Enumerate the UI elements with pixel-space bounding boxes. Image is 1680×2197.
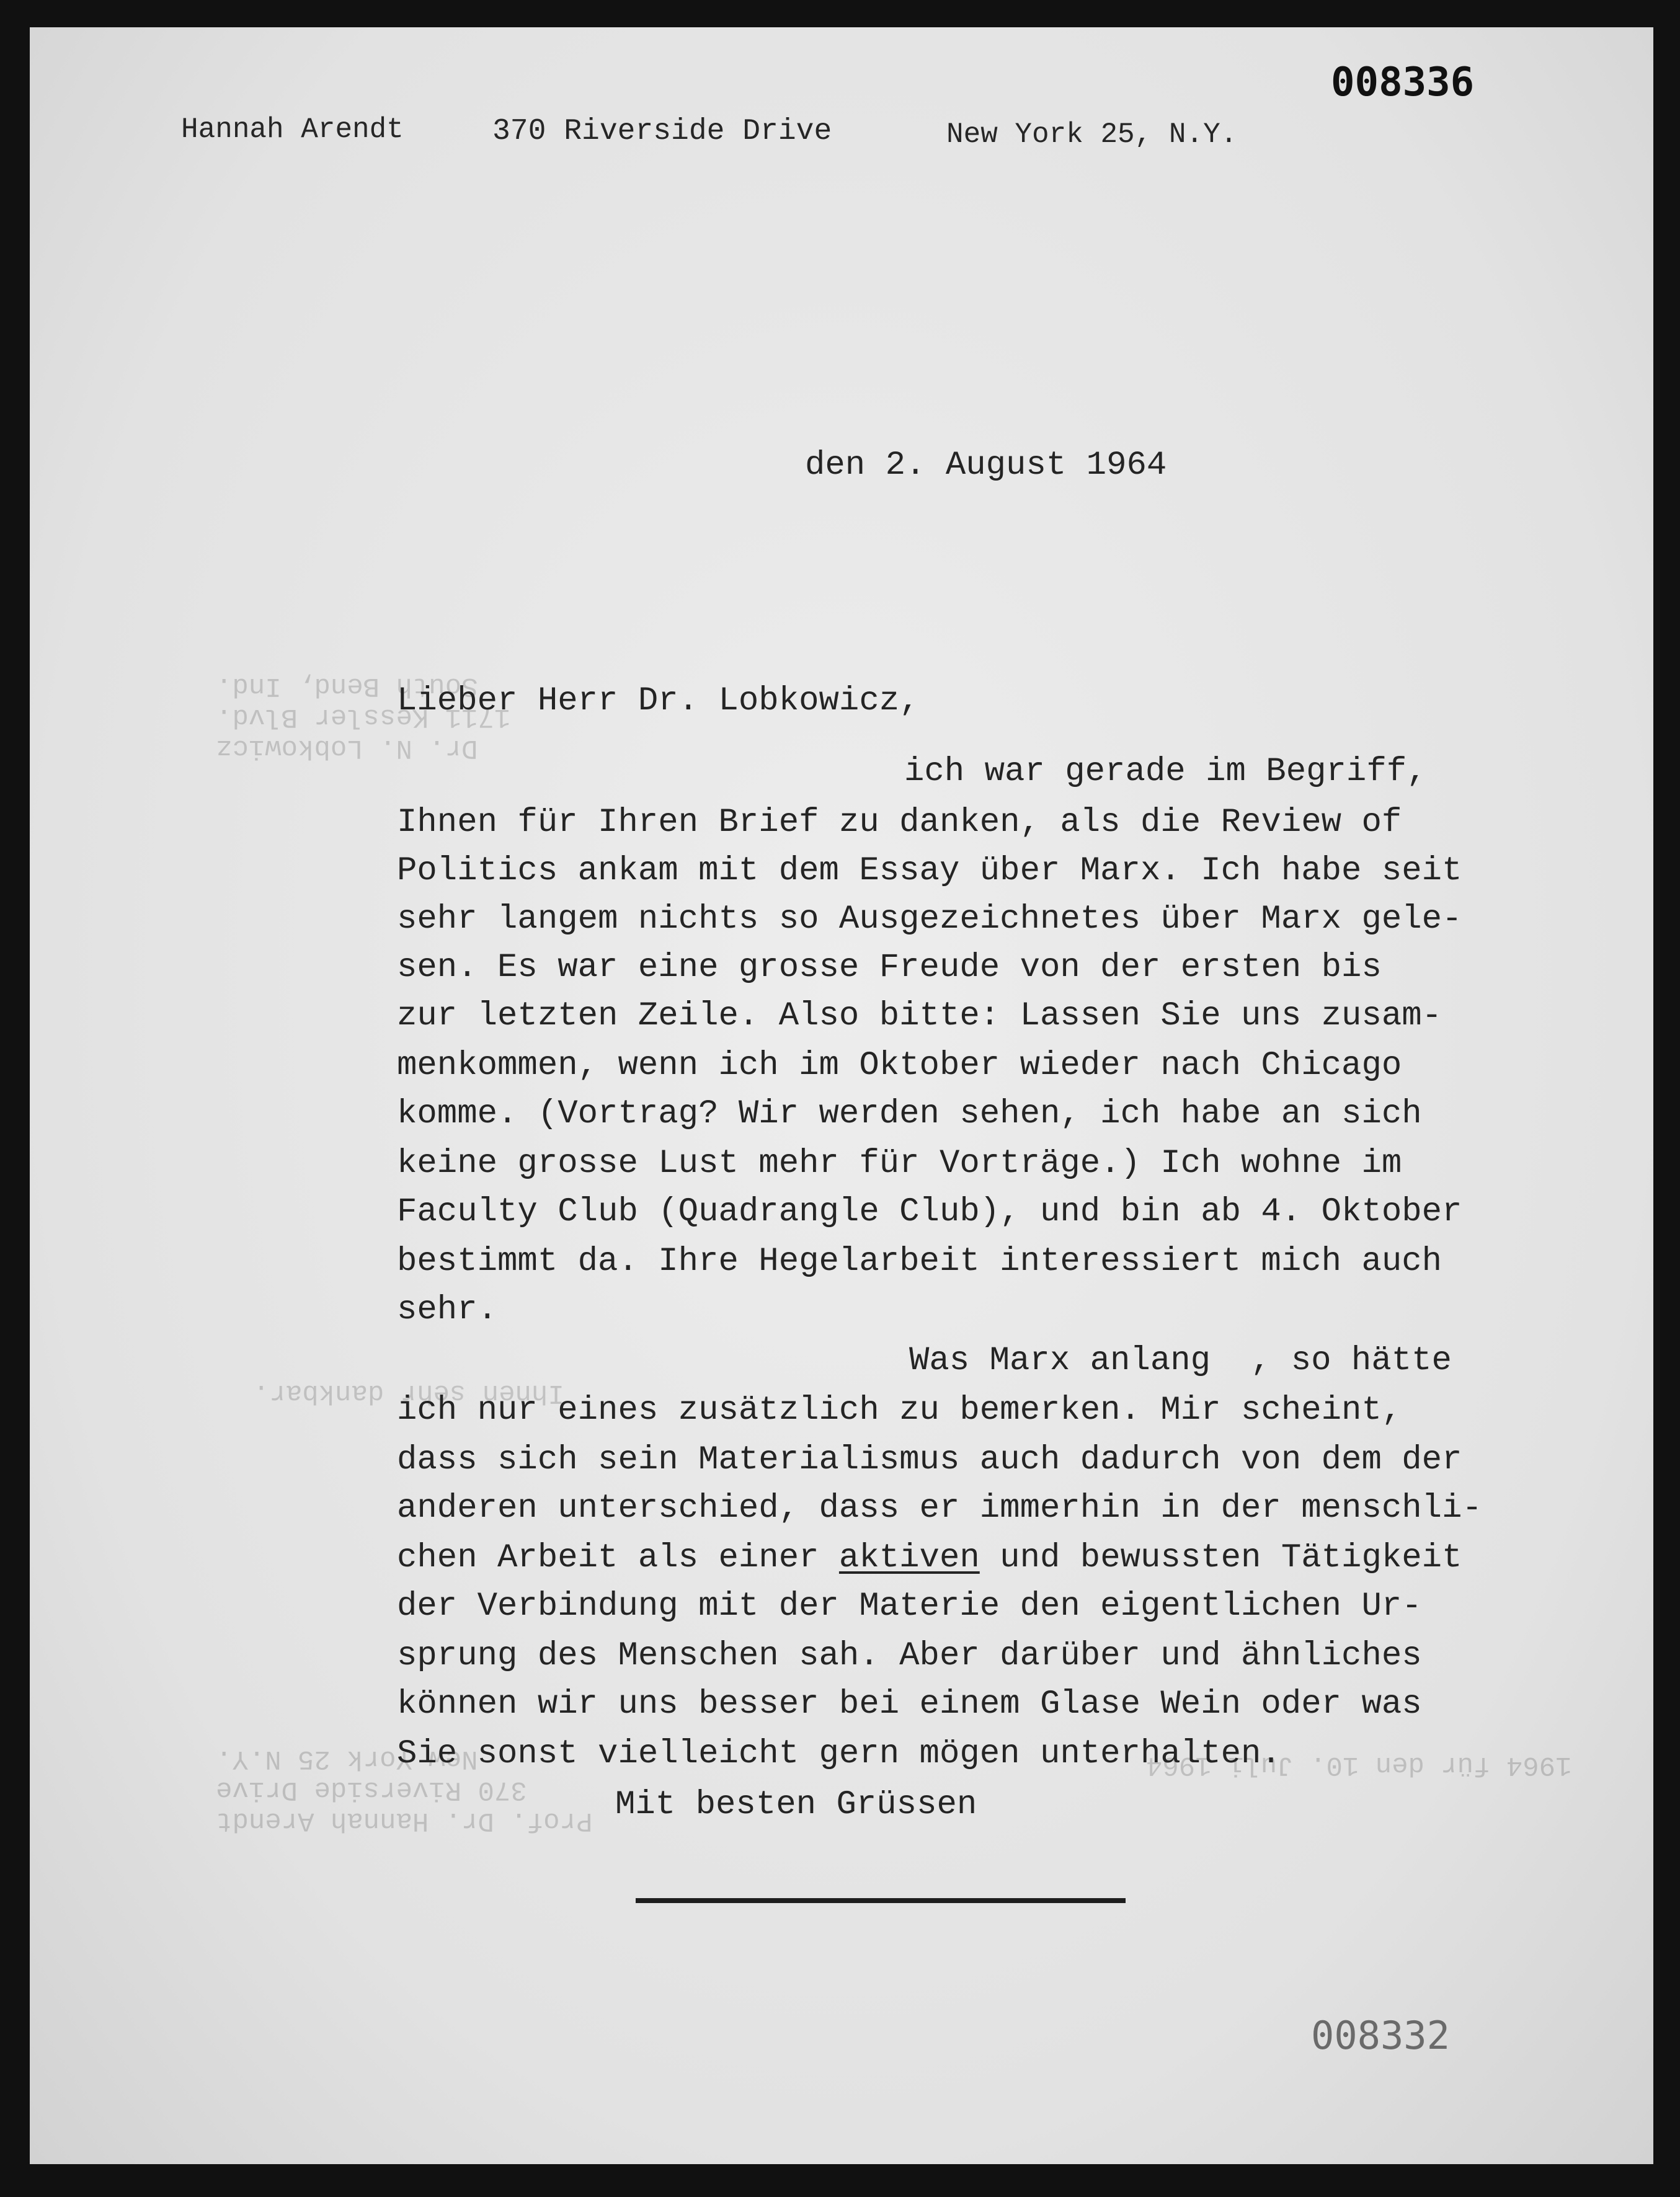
bleed-through-line: Dr. N. Lobkowicz <box>216 732 478 763</box>
letter-date: den 2. August 1964 <box>805 446 1167 484</box>
letterhead-city: New York 25, N.Y. <box>946 118 1238 151</box>
underlined-word: aktiven <box>838 1539 980 1577</box>
paragraph2-line: können wir uns besser bei einem Glase Wein oder was <box>397 1685 1422 1723</box>
paragraph1-line: Faculty Club (Quadrangle Club), und bin ab 4. Oktober <box>397 1193 1462 1231</box>
paragraph1-line: Ihnen für Ihren Brief zu danken, als die Review of <box>397 804 1402 841</box>
paragraph1-line: keine grosse Lust mehr für Vorträge.) Ich wohne im <box>397 1145 1402 1183</box>
bleed-through-line: 1711 Kessler Blvd. <box>216 701 511 732</box>
paragraph2-line: dass sich sein Materialismus auch dadurch von dem der <box>397 1441 1462 1479</box>
paragraph2-line: Sie sonst vielleicht gern mögen unterhalten. <box>397 1735 1281 1773</box>
paragraph1-line: sen. Es war eine grosse Freude von der ersten bis <box>397 949 1382 987</box>
archive-number-bottom: 008332 <box>1311 2013 1450 2058</box>
paragraph2-line-underline <box>397 1539 1462 1577</box>
paragraph2-line: sprung des Menschen sah. Aber darüber und ähnliches <box>397 1637 1422 1675</box>
paragraph2-line: der Verbindung mit der Materie den eigentlichen Ur- <box>397 1587 1422 1625</box>
letter-page <box>30 27 1653 2164</box>
bleed-through-line: 1964 für den 10. Juli 1964 <box>1146 1749 1572 1780</box>
paragraph1-line: komme. (Vortrag? Wir werden sehen, ich habe an sich <box>397 1095 1422 1133</box>
paragraph2-line: anderen unterschied, dass er immerhin in der menschli- <box>397 1489 1482 1527</box>
paragraph1-line: sehr. <box>397 1291 498 1329</box>
letterhead-street: 370 Riverside Drive <box>492 115 832 148</box>
line-end: und bewussten Tätigkeit <box>979 1539 1462 1577</box>
paragraph1-line: menkommen, wenn ich im Oktober wieder nach Chicago <box>397 1047 1402 1085</box>
line-start: chen Arbeit als einer <box>397 1539 839 1577</box>
paragraph1-line: sehr langem nichts so Ausgezeichnetes über Marx gele- <box>397 900 1462 938</box>
bleed-through-line: 370 Riverside Drive <box>216 1774 527 1805</box>
bleed-through-line: Prof. Dr. Hannah Arendt <box>216 1805 593 1836</box>
paragraph2-line: ich nur eines zusätzlich zu bemerken. Mir scheint, <box>397 1391 1402 1429</box>
bleed-through-line: Ihnen sehr dankbar. <box>253 1377 564 1408</box>
paragraph1-line: ich war gerade im Begriff, <box>904 753 1427 791</box>
paragraph1-line: zur letzten Zeile. Also bitte: Lassen Sie uns zusam- <box>397 997 1442 1035</box>
paragraph2-line: Was Marx anlang , so hätte <box>909 1342 1452 1380</box>
bleed-through-line: South Bend, Ind. <box>216 670 478 701</box>
salutation: Lieber Herr Dr. Lobkowicz, <box>397 682 920 720</box>
letterhead-name: Hannah Arendt <box>181 113 404 146</box>
paragraph1-line: bestimmt da. Ihre Hegelarbeit interessiert mich auch <box>397 1243 1442 1280</box>
closing: Mit besten Grüssen <box>615 1786 977 1824</box>
signature-line <box>636 1898 1126 1903</box>
paragraph1-line: Politics ankam mit dem Essay über Marx. Ich habe seit <box>397 852 1462 890</box>
bleed-through-line: New York 25 N.Y. <box>216 1743 478 1774</box>
archive-number-top: 008336 <box>1331 60 1475 105</box>
